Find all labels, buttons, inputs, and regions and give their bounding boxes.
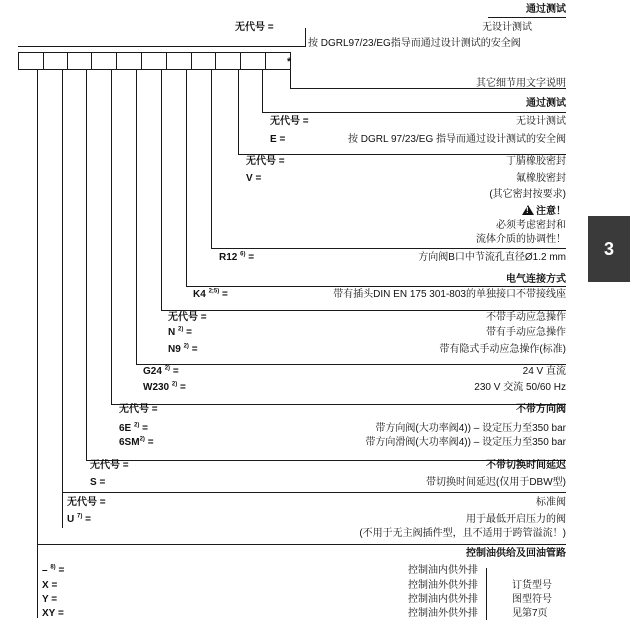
warning-title-text: 注意！: [536, 206, 566, 217]
side-notes-divider: [486, 568, 487, 620]
pilot-code-4: XY =: [42, 608, 64, 619]
pilot-title: 控制油供给及回油管路: [466, 548, 566, 559]
voltage-desc-1: 24 V 直流: [522, 366, 566, 377]
connector-line-4: [111, 70, 112, 404]
dirvalve-code-3-text: 6SM: [119, 437, 140, 448]
valve-eq-2: =: [85, 514, 91, 525]
delay-code-2: S =: [90, 477, 106, 488]
dirvalve-desc-1: 不带方向阀: [516, 404, 566, 415]
seal-warning-line-2: 流体介质的协调性！: [476, 234, 566, 245]
manual-footnote-3: 2): [183, 343, 189, 350]
seal-desc-2: 氟橡胶密封: [516, 173, 566, 184]
dirvalve-code-1: 无代号 =: [119, 404, 158, 415]
other-details-text: 其它细节用文字说明: [476, 78, 566, 89]
manual-code-1: 无代号 =: [168, 312, 207, 323]
rule-dirvalve: [111, 404, 566, 405]
header-option-2: 按 DGRL97/23/EG指导而通过设计测试的安全阀: [308, 38, 521, 49]
seal-warning-title: [522, 205, 566, 218]
rule-electric: [186, 286, 566, 287]
r12-code-text: R12: [219, 252, 238, 263]
r12-eq: =: [248, 252, 255, 263]
seal-desc-3: (其它密封按要求): [489, 189, 566, 200]
voltage-code-2-text: W230: [143, 382, 170, 393]
r12-code: [219, 252, 254, 264]
voltage-code-1-text: G24: [143, 366, 162, 377]
side-note-page-ref: 见第7页: [512, 608, 548, 619]
dirvalve-code-3: [119, 437, 154, 449]
pilot-code-3: Y =: [42, 594, 58, 605]
manual-desc-3: 带有隐式手动应急操作(标准): [439, 344, 566, 355]
valve-desc-2: 用于最低开启压力的阀: [466, 514, 566, 525]
type-code-box-3: [67, 52, 92, 70]
voltage-code-1: [143, 366, 179, 378]
delay-desc-2: 带切换时间延迟(仅用于DBW型): [426, 477, 566, 488]
side-note-symbol: 图型符号: [512, 594, 552, 605]
connector-line-7: [186, 70, 187, 286]
pilot-footnote-1: 8): [50, 564, 56, 571]
rule-valve: [62, 492, 566, 493]
type-code-box-10: [240, 52, 266, 70]
pilot-desc-2: 控制油外供外排: [408, 580, 478, 591]
type-code-box-7: [166, 52, 192, 70]
header-rule: [488, 17, 566, 18]
type-code-box-9: [215, 52, 241, 70]
connector-line-2: [62, 70, 63, 528]
connector-line-9: [238, 70, 239, 154]
r12-footnote: 6): [240, 251, 246, 258]
voltage-code-2: [143, 382, 186, 394]
dirvalve-eq-2: =: [142, 423, 148, 434]
test-desc-1: 无设计测试: [516, 116, 566, 127]
pilot-code-1-text: –: [42, 565, 48, 576]
connector-line-10: [262, 70, 263, 112]
electric-eq: =: [222, 289, 228, 300]
star-marker: *: [287, 56, 292, 68]
seal-code-2: V =: [246, 173, 262, 184]
header-option-1: 无设计测试: [482, 22, 532, 33]
electric-footnote: 2;5): [208, 288, 220, 295]
rule-seal: [238, 154, 566, 155]
top-bracket-tick: [305, 28, 306, 47]
chapter-tab: 3: [588, 216, 630, 282]
manual-code-3-text: N9: [168, 344, 181, 355]
manual-eq-2: =: [186, 327, 192, 338]
manual-code-2: [168, 327, 192, 339]
type-code-box-2: [43, 52, 68, 70]
dirvalve-code-2-text: 6E: [119, 423, 132, 434]
manual-desc-1: 不带手动应急操作: [486, 312, 566, 323]
dirvalve-code-2: [119, 423, 148, 435]
pilot-desc-1: 控制油内供外排: [408, 565, 478, 576]
seal-code-1: 无代号 =: [246, 156, 285, 167]
electric-desc: 带有插头DIN EN 175 301-803的单独接口不带接线座: [333, 289, 566, 300]
voltage-eq-2: =: [180, 382, 186, 393]
valve-code-1: 无代号 =: [67, 497, 106, 508]
valve-code-2: [67, 514, 91, 526]
pilot-desc-3: 控制油内供外排: [408, 594, 478, 605]
voltage-footnote-2: 2): [171, 381, 178, 388]
dirvalve-desc-3: 带方向滑阀(大功率阀4)) – 设定压力至350 bar: [365, 437, 566, 448]
voltage-footnote-1: 2): [164, 365, 171, 372]
rule-manual: [161, 310, 566, 311]
header-code: 无代号 =: [235, 22, 274, 33]
valve-code-2-text: U: [67, 514, 75, 525]
electric-code: [193, 289, 228, 301]
top-bracket-line: [18, 46, 306, 47]
r12-desc: 方向阀B口中节流孔直径Ø1.2 mm: [418, 252, 566, 263]
delay-code-1: 无代号 =: [90, 460, 129, 471]
valve-desc-1: 标准阀: [536, 497, 566, 508]
warning-icon: [522, 205, 534, 215]
rule-r12: [211, 248, 566, 249]
manual-footnote-2: 2): [178, 326, 184, 333]
connector-line-3: [86, 70, 87, 460]
pilot-code-2: X =: [42, 580, 58, 591]
type-code-box-8: [191, 52, 216, 70]
dirvalve-footnote-2: 2): [134, 422, 140, 429]
valve-footnote-2: 7): [77, 513, 83, 520]
test-title: 通过测试: [526, 98, 566, 109]
type-code-box-6: [141, 52, 167, 70]
header-test-title: 通过测试: [526, 4, 566, 15]
delay-desc-1: 不带切换时间延迟: [486, 460, 566, 471]
valve-desc-3: (不用于无主阀插件型，且不适用于跨管溢流！): [359, 528, 566, 539]
pilot-code-1: [42, 565, 64, 577]
manual-code-3: [168, 344, 198, 356]
side-note-order-code: 订货型号: [512, 580, 552, 591]
rule-voltage: [136, 364, 566, 365]
seal-warning-line-1: 必须考虑密封和: [496, 220, 566, 231]
dirvalve-desc-2: 带方向阀(大功率阀4)) – 设定压力至350 bar: [375, 423, 566, 434]
pilot-desc-4: 控制油外供外排: [408, 608, 478, 619]
manual-desc-2: 带有手动应急操作: [486, 327, 566, 338]
rule-pilot: [37, 544, 566, 545]
dirvalve-eq-3: =: [147, 437, 154, 448]
test-code-1: 无代号 =: [270, 116, 309, 127]
type-code-box-4: [91, 52, 117, 70]
dirvalve-footnote-3: 2): [139, 436, 145, 443]
pilot-eq-1: =: [58, 565, 65, 576]
type-code-box-1: [18, 52, 44, 70]
voltage-desc-2: 230 V 交流 50/60 Hz: [474, 382, 566, 393]
seal-desc-1: 丁腈橡胶密封: [506, 156, 566, 167]
type-code-box-5: [116, 52, 142, 70]
connector-line-6: [161, 70, 162, 310]
connector-line-1: [37, 70, 38, 618]
test-desc-2: 按 DGRL 97/23/EG 指导而通过设计测试的安全阀: [348, 134, 566, 145]
voltage-eq-1: =: [172, 366, 179, 377]
test-code-2: E =: [270, 134, 286, 145]
connector-line-8: [211, 70, 212, 248]
manual-code-2-text: N: [168, 327, 176, 338]
electric-code-text: K4: [193, 289, 206, 300]
connector-line-11: [290, 70, 291, 88]
rule-test: [262, 112, 566, 113]
connector-line-5: [136, 70, 137, 364]
electric-title: 电气连接方式: [506, 274, 566, 285]
manual-eq-3: =: [191, 344, 198, 355]
